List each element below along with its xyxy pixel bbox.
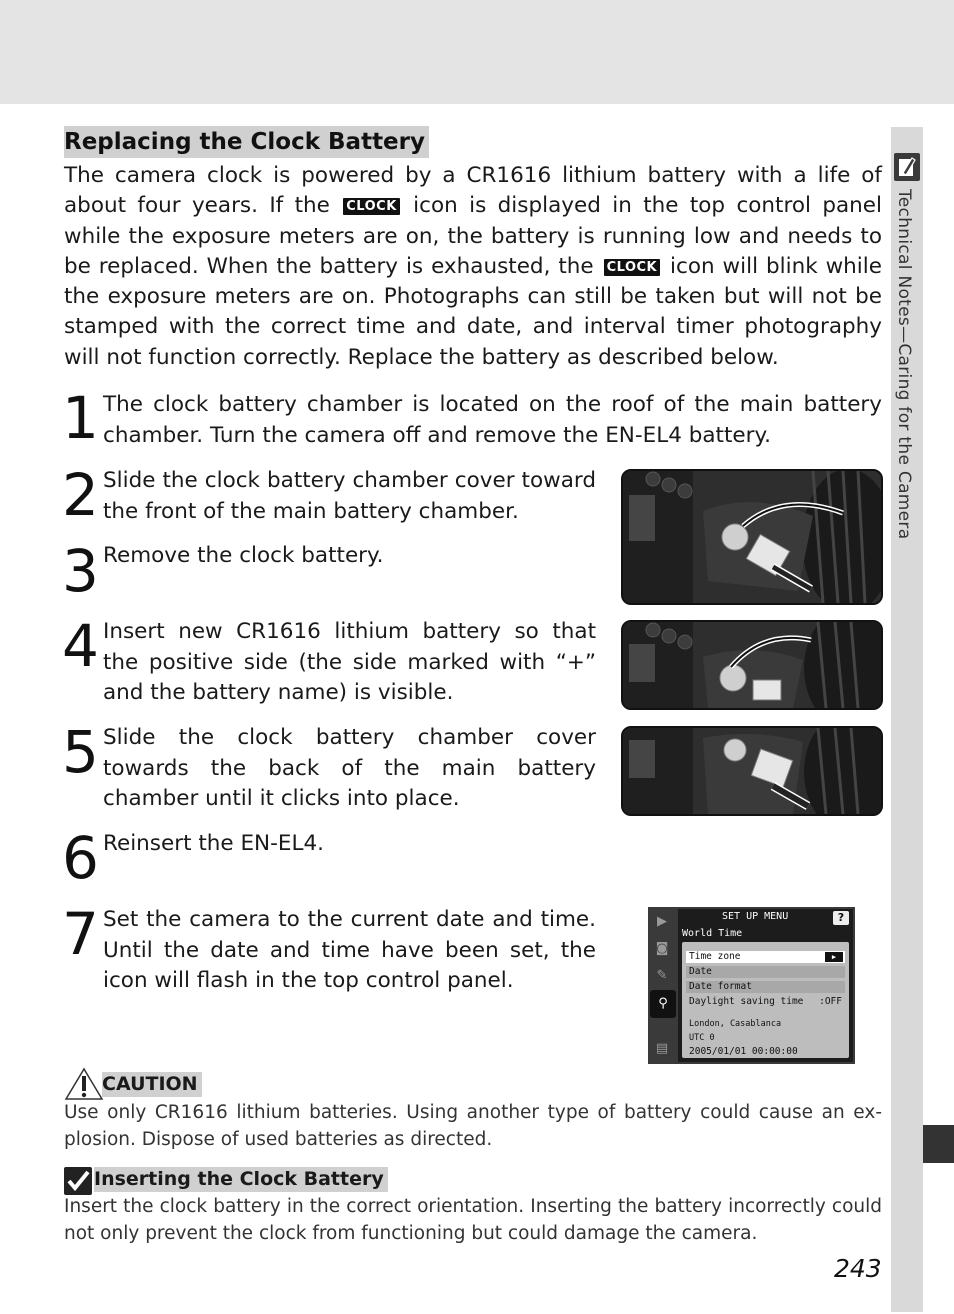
menu-row-time-zone: Time zone ▶ bbox=[686, 951, 845, 963]
clock-icon: CLOCK bbox=[343, 198, 400, 215]
caution-text: Use only CR1616 lithium batteries. Using another type of battery could cause an ex-plosion. Dispose of used batteries as directed. bbox=[64, 1102, 882, 1150]
header-band bbox=[0, 0, 954, 104]
checkmark-icon bbox=[64, 1167, 92, 1195]
tip-title: Inserting the Clock Battery bbox=[94, 1167, 388, 1192]
chapter-label: Technical Notes—Caring for the Camera bbox=[894, 189, 914, 540]
intro-text-3: icon will blink while the exposure meters are on. Photographs can still be taken but will not be stamped with the correct time and date, and interval timer photography will not function correctly. Replace the battery as described below. bbox=[64, 253, 882, 370]
step-number: 6 bbox=[62, 824, 99, 892]
step-number: 1 bbox=[62, 384, 99, 452]
menu-list bbox=[682, 942, 849, 1058]
step-text: Reinsert the EN-EL4. bbox=[103, 831, 324, 856]
menu-title: SET UP MENU bbox=[722, 911, 789, 922]
setup-menu-screenshot bbox=[648, 907, 855, 1064]
intro-text-1: The camera clock is powered by a CR1616 lithium battery with a life of about four years. If the bbox=[64, 163, 882, 219]
section-title: Replacing the Clock Battery bbox=[64, 126, 429, 158]
step-number: 3 bbox=[62, 537, 99, 605]
page-number: 243 bbox=[834, 1254, 882, 1283]
zone-name: London, Casablanca bbox=[689, 1019, 782, 1029]
dst-value: :OFF bbox=[819, 996, 842, 1007]
step-text: Slide the clock battery chamber cover towards the back of the main battery chamber until it clicks into place. bbox=[103, 725, 596, 811]
chapter-marker bbox=[923, 1125, 954, 1163]
camera-photo-replace-cover bbox=[621, 726, 883, 816]
camera-icon: ◙ bbox=[655, 941, 669, 956]
camera-photo-remove-cover bbox=[621, 469, 883, 605]
caution-title: CAUTION bbox=[102, 1072, 202, 1097]
right-arrow-icon: ▶ bbox=[825, 952, 843, 962]
intro-paragraph bbox=[64, 161, 882, 373]
pencil-icon: ✎ bbox=[656, 968, 668, 983]
submenu-title: World Time bbox=[682, 928, 743, 939]
step-number: 7 bbox=[62, 900, 99, 968]
utc-offset: UTC 0 bbox=[689, 1033, 715, 1043]
intro-text-2: icon is displayed in the top control panel while the exposure meters are on, the battery is running low and needs to be replaced. When the battery is exhausted, the bbox=[64, 193, 882, 279]
recent-settings-icon: ▤ bbox=[655, 1041, 669, 1056]
camera-photo-insert-battery bbox=[621, 620, 883, 710]
step-number: 2 bbox=[62, 461, 99, 529]
menu-tabs bbox=[648, 907, 676, 1064]
step-text: Remove the clock battery. bbox=[103, 543, 384, 568]
technical-notes-icon bbox=[894, 153, 920, 181]
step-number: 4 bbox=[62, 612, 99, 680]
step-text: The clock battery chamber is located on the roof of the main battery chamber. Turn the camera off and remove the EN-EL4 battery. bbox=[103, 392, 882, 448]
chapter-tab bbox=[891, 127, 923, 1312]
help-icon: ? bbox=[833, 911, 849, 925]
current-datetime: 2005/01/01 00:00:00 bbox=[689, 1046, 798, 1057]
menu-row-date: Date bbox=[686, 966, 845, 978]
menu-row-date-format: Date format bbox=[686, 981, 845, 993]
tip-text: Insert the clock battery in the correct orientation. Inserting the battery incorrectly could not only prevent the clock from functioning but could damage the camera. bbox=[64, 1196, 882, 1244]
menu-row-daylight-saving: Daylight saving time :OFF bbox=[689, 996, 842, 1007]
menu-panel bbox=[678, 909, 853, 1062]
step-number: 5 bbox=[62, 718, 99, 786]
wrench-icon: ⚲ bbox=[650, 990, 676, 1018]
clock-icon: CLOCK bbox=[604, 259, 661, 276]
step-text: Insert new CR1616 lithium battery so that the positive side (the side marked with “+” and the battery name) is visible. bbox=[103, 619, 596, 705]
step-text: Slide the clock battery chamber cover toward the front of the main battery chamber. bbox=[103, 468, 596, 524]
playback-icon: ▶ bbox=[657, 914, 667, 929]
step-text: Set the camera to the current date and time. Until the date and time have been set, the icon will flash in the top control panel. bbox=[103, 907, 596, 993]
